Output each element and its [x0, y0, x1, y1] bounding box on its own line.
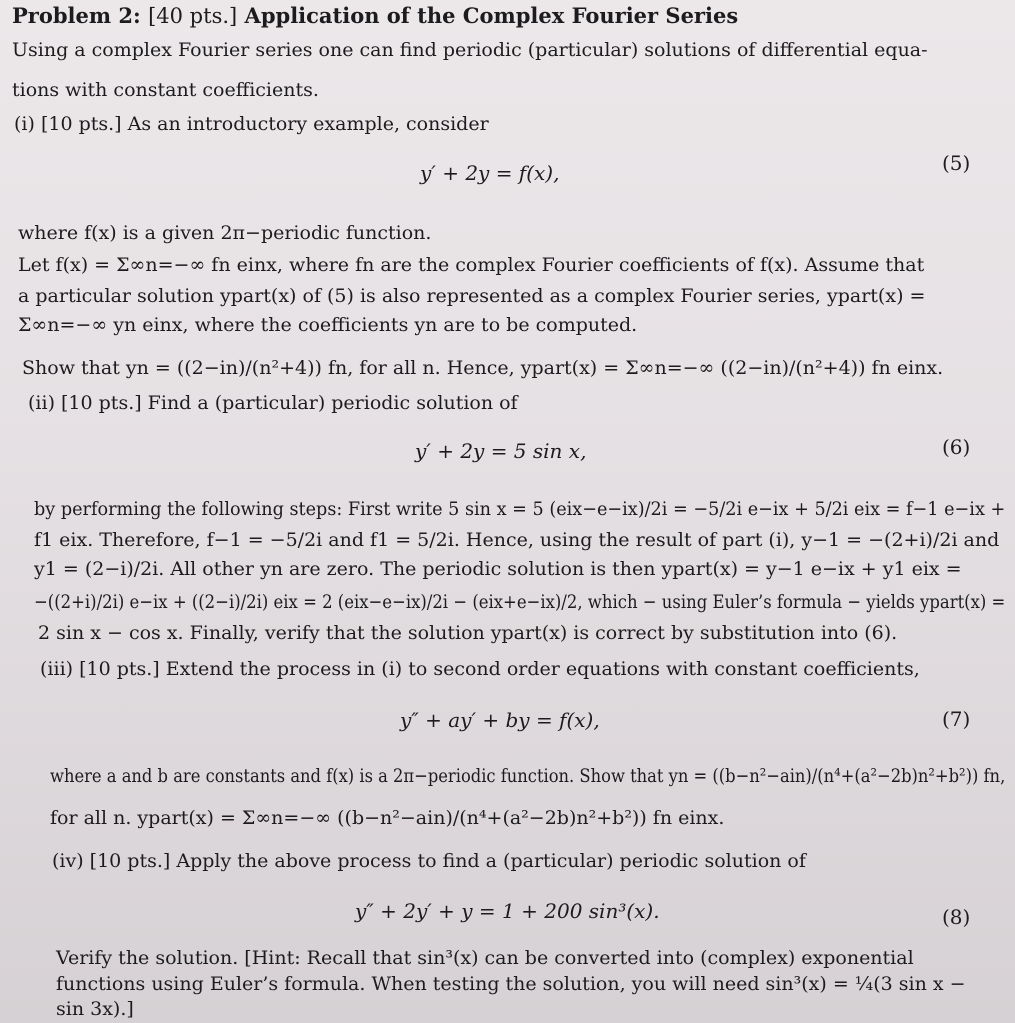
part-iv-line-1: Verify the solution. [Hint: Recall that sin³(x) can be converted into (complex) exponential — [56, 947, 914, 969]
equation-7-number: (7) — [942, 707, 971, 731]
part-ii-line-2: f1 eix. Therefore, f−1 = −5/2i and f1 = 5/2i. Hence, using the result of part (i), y−1 = −(2+i)/2i and — [34, 529, 1000, 551]
part-i-line-5: Show that yn = ((2−in)/(n²+4)) fn, for all n. Hence, ypart(x) = Σ∞n=−∞ ((2−in)/(n²+4)) fn einx. — [22, 357, 944, 379]
equation-5-number: (5) — [942, 151, 971, 175]
equation-7: y″ + ay′ + by = f(x), — [400, 708, 600, 732]
part-i-line-3: a particular solution ypart(x) of (5) is also represented as a complex Fourier series, ypart(x) = — [18, 285, 926, 307]
part-ii-header: (ii) [10 pts.] Find a (particular) periodic solution of — [28, 392, 518, 414]
part-ii-line-1: by performing the following steps: First write 5 sin x = 5 (eix−e−ix)/2i = −5/2i e−ix + 5/2i eix = f−1 e−ix + — [34, 498, 1006, 520]
problem-title — [12, 4, 738, 28]
part-ii-line-5: 2 sin x − cos x. Finally, verify that the solution ypart(x) is correct by substitution into (6). — [38, 622, 898, 644]
part-i-line-1: where f(x) is a given 2π−periodic function. — [18, 222, 432, 244]
part-i-header: (i) [10 pts.] As an introductory example, consider — [14, 113, 489, 135]
part-iv-line-2: functions using Euler’s formula. When testing the solution, you will need sin³(x) = ¼(3 sin x − — [56, 973, 966, 995]
problem-heading: Problem 2: — [12, 3, 141, 28]
equation-8-number: (8) — [942, 905, 971, 929]
part-iii-line-1: where a and b are constants and f(x) is a 2π−periodic function. Show that yn = ((b−n²−ain)/(n⁴+(a²−2b)n²+b²)) fn, — [50, 765, 1006, 787]
part-i-line-2: Let f(x) = Σ∞n=−∞ fn einx, where fn are the complex Fourier coefficients of f(x). Assume that — [18, 254, 925, 276]
problem-points: [40 pts.] — [148, 4, 238, 28]
equation-8: y″ + 2y′ + y = 1 + 200 sin³(x). — [355, 899, 660, 923]
part-iv-line-3: sin 3x).] — [56, 998, 134, 1020]
part-iii-header: (iii) [10 pts.] Extend the process in (i) to second order equations with constant coefficients, — [40, 658, 920, 680]
problem-title-text: Application of the Complex Fourier Series — [244, 3, 739, 28]
equation-6: y′ + 2y = 5 sin x, — [415, 439, 587, 463]
equation-6-number: (6) — [942, 435, 971, 459]
intro-line-1: Using a complex Fourier series one can find periodic (particular) solutions of differential equa- — [12, 39, 928, 61]
part-ii-line-3: y1 = (2−i)/2i. All other yn are zero. The periodic solution is then ypart(x) = y−1 e−ix + y1 eix = — [34, 558, 962, 580]
part-ii-line-4: −((2+i)/2i) e−ix + ((2−i)/2i) eix = 2 (eix−e−ix)/2i − (eix+e−ix)/2, which − using Euler’s formula − yields ypart(x) = — [34, 591, 1006, 613]
equation-5: y′ + 2y = f(x), — [420, 161, 560, 185]
part-iii-line-2: for all n. ypart(x) = Σ∞n=−∞ ((b−n²−ain)/(n⁴+(a²−2b)n²+b²)) fn einx. — [50, 807, 725, 829]
part-iv-header: (iv) [10 pts.] Apply the above process to find a (particular) periodic solution of — [52, 850, 806, 872]
intro-line-2: tions with constant coefficients. — [12, 79, 319, 101]
part-i-line-4: Σ∞n=−∞ yn einx, where the coefficients yn are to be computed. — [18, 314, 638, 336]
